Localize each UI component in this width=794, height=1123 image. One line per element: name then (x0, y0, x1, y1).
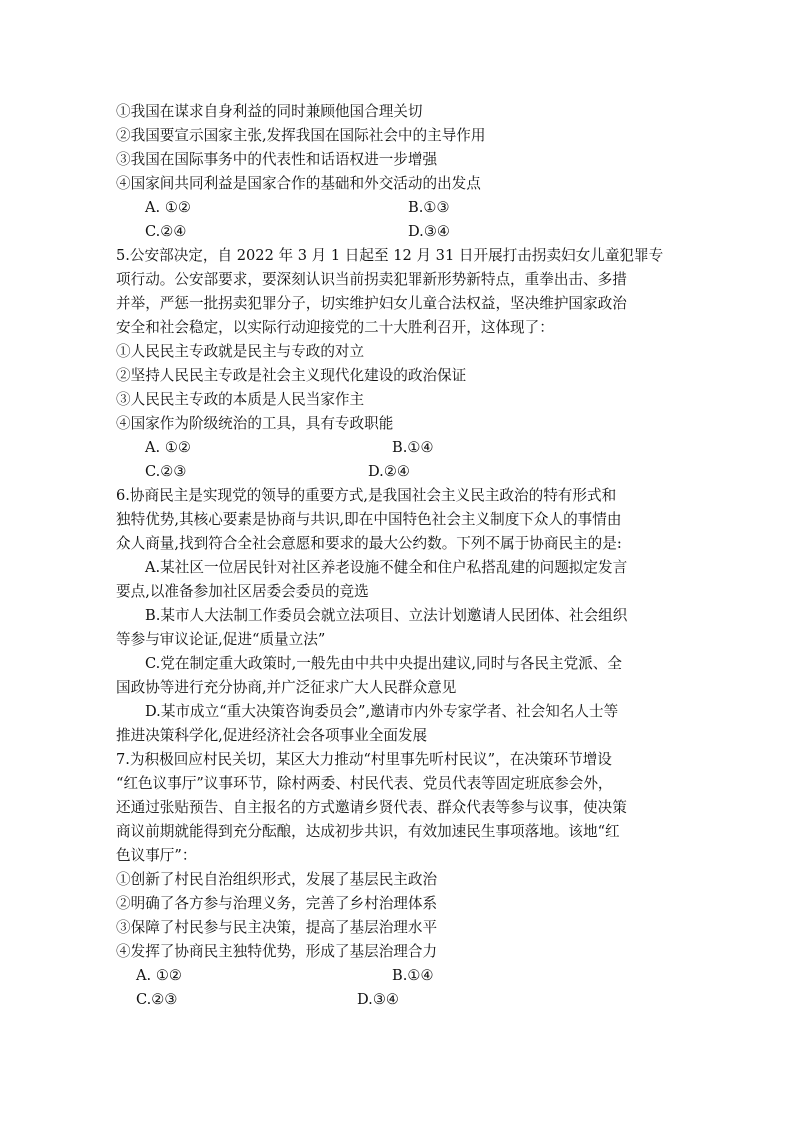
q4-statement-2: ②我国要宣示国家主张,发挥我国在国际社会中的主导作用 (116, 127, 486, 144)
q7-stem-line-3: 还通过张贴预告、自主报名的方式邀请乡贤代表、群众代表等参与议事，使决策 (116, 799, 627, 816)
q6-option-c-line-2: 国政协等进行充分协商,并广泛征求广大人民群众意见 (116, 679, 457, 696)
q6-option-b-line-2: 等参与审议论证,促进“质量立法” (116, 631, 326, 648)
q6-stem-line-1: 6.协商民主是实现党的领导的重要方式,是我国社会主义民主政治的特有形式和 (116, 487, 617, 504)
q5-statement-1: ①人民民主专政就是民主与专政的对立 (116, 343, 365, 360)
q4-option-d: D.③④ (408, 223, 450, 240)
q5-stem-line-1: 5.公安部决定，自 2022 年 3 月 1 日起至 12 月 31 日开展打击拐卖妇女儿童犯罪专 (116, 247, 664, 264)
q7-stem-line-1: 7.为积极回应村民关切，某区大力推动“村里事先听村民议”，在决策环节增设 (116, 751, 612, 768)
q4-statement-3: ③我国在国际事务中的代表性和话语权进一步增强 (116, 151, 438, 168)
q5-statement-2: ②坚持人民民主专政是社会主义现代化建设的政治保证 (116, 367, 467, 384)
q4-statement-4: ④国家间共同利益是国家合作的基础和外交活动的出发点 (116, 175, 481, 192)
q7-stem-line-2: “红色议事厅”议事环节，除村两委、村民代表、党员代表等固定班底参会外， (116, 775, 613, 792)
q6-option-d-line-1: D.某市成立“重大决策咨询委员会”,邀请市内外专家学者、社会知名人士等 (145, 703, 619, 720)
q6-stem-line-3: 众人商量,找到符合全社会意愿和要求的最大公约数。下列不属于协商民主的是: (116, 535, 622, 552)
q5-stem-line-4: 安全和社会稳定，以实际行动迎接党的二十大胜利召开，这体现了： (116, 319, 554, 336)
q5-statement-3: ③人民民主专政的本质是人民当家作主 (116, 391, 365, 408)
q7-stem-line-5: 色议事厅”： (116, 847, 197, 864)
q5-stem-line-2: 项行动。公安部要求，要深刻认识当前拐卖犯罪新形势新特点，重拳出击、多措 (116, 271, 627, 288)
q7-option-c: C.②③ (136, 991, 178, 1008)
q5-statement-4: ④国家作为阶级统治的工具，具有专政职能 (116, 415, 394, 432)
q5-option-c: C.②③ (145, 463, 187, 480)
q7-statement-4: ④发挥了协商民主独特优势，形成了基层治理合力 (116, 943, 438, 960)
q7-option-d: D.③④ (357, 991, 399, 1008)
q6-option-b-line-1: B.某市人大法制工作委员会就立法项目、立法计划邀请人民团体、社会组织 (145, 607, 628, 624)
q4-statement-1: ①我国在谋求自身利益的同时兼顾他国合理关切 (116, 103, 423, 120)
q6-option-d-line-2: 推进决策科学化,促进经济社会各项事业全面发展 (116, 727, 428, 744)
q6-option-a-line-2: 要点,以准备参加社区居委会委员的竞选 (116, 583, 369, 600)
q5-option-d: D.②④ (368, 463, 410, 480)
q7-stem-line-4: 商议前期就能得到充分酝酿，达成初步共识，有效加速民生事项落地。该地“红 (116, 823, 620, 840)
q7-statement-3: ③保障了村民参与民主决策，提高了基层治理水平 (116, 919, 438, 936)
q7-option-a: A. ①② (136, 967, 182, 984)
q6-option-c-line-1: C.党在制定重大政策时,一般先由中共中央提出建议,同时与各民主党派、全 (145, 655, 622, 672)
q5-option-b: B.①④ (392, 439, 434, 456)
q6-option-a-line-1: A.某社区一位居民针对社区养老设施不健全和住户私搭乱建的问题拟定发言 (145, 559, 628, 576)
q7-statement-2: ②明确了各方参与治理义务，完善了乡村治理体系 (116, 895, 438, 912)
q4-option-b: B.①③ (408, 199, 450, 216)
q4-option-a: A. ①② (145, 199, 191, 216)
q6-stem-line-2: 独特优势,其核心要素是协商与共识,即在中国特色社会主义制度下众人的事情由 (116, 511, 622, 528)
q5-option-a: A. ①② (145, 439, 191, 456)
q4-option-c: C.②④ (145, 223, 187, 240)
q7-option-b: B.①④ (392, 967, 434, 984)
q5-stem-line-3: 并举，严惩一批拐卖犯罪分子，切实维护妇女儿童合法权益，坚决维护国家政治 (116, 295, 627, 312)
q7-statement-1: ①创新了村民自治组织形式，发展了基层民主政治 (116, 871, 438, 888)
